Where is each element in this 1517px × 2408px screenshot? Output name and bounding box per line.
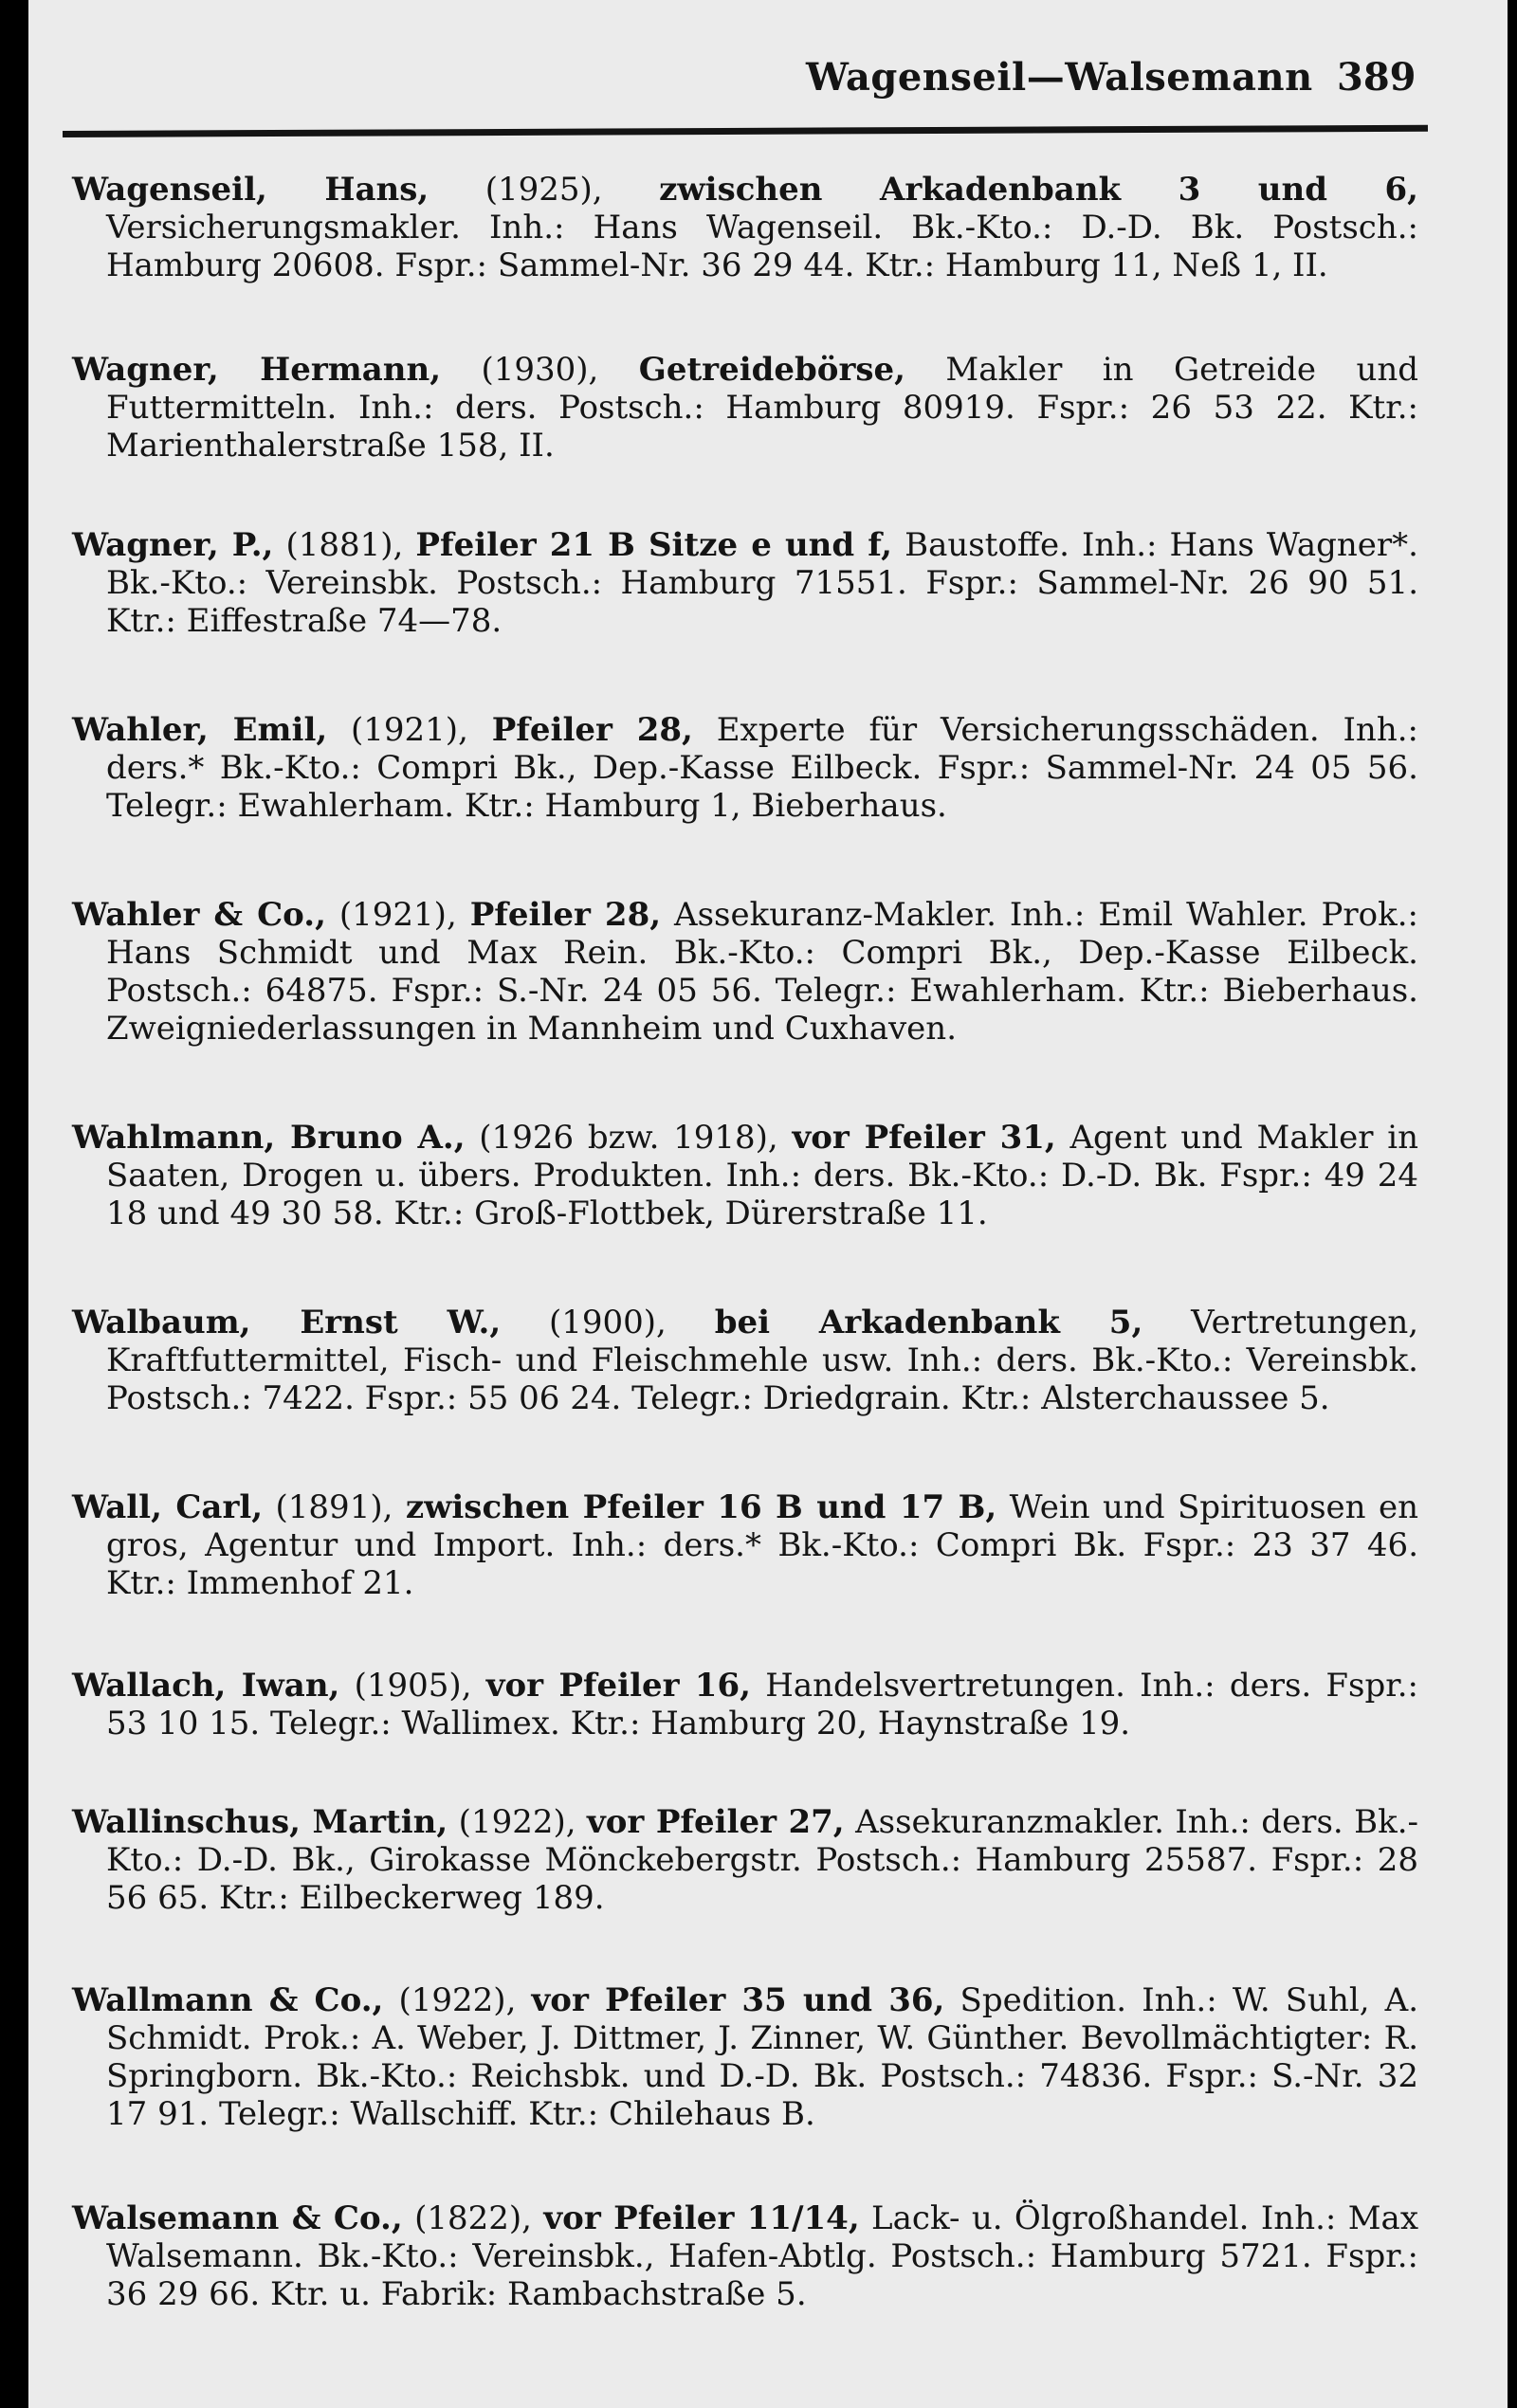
entry-location: Pfeiler 28, <box>491 711 693 749</box>
entry-firm-name: Walbaum, Ernst W., <box>72 1304 502 1341</box>
entry-wallmann <box>72 1981 1418 2133</box>
entry-details: Experte für Versicherungsschäden. Inh.: ders.* Bk.-Kto.: Compri Bk., Dep.-Kasse Eilbeck. Fspr.: Sammel-Nr. 24 05 56. Telegr.: Ewahlerham. Ktr.: Hamburg 1, Bieberhaus. <box>106 711 1418 825</box>
entry-walbaum <box>72 1304 1418 1417</box>
entry-firm-name: Wallinschus, Martin, <box>72 1803 448 1841</box>
running-header <box>28 49 1422 106</box>
entry-wahlmann <box>72 1119 1418 1232</box>
entry-walsemann <box>72 2199 1418 2313</box>
entry-firm-name: Walsemann & Co., <box>72 2199 403 2237</box>
entry-details: Agent und Makler in Saaten, Drogen u. übers. Produkten. Inh.: ders. Bk.-Kto.: D.-D. Bk. Fspr.: 49 24 18 und 49 30 58. Ktr.: Groß-Flottbek, Dürerstraße 11. <box>106 1119 1418 1232</box>
entry-year: (1921), <box>351 711 468 749</box>
entry-details: Handelsvertretungen. Inh.: ders. Fspr.: 53 10 15. Telegr.: Wallimex. Ktr.: Hamburg 20, Haynstraße 19. <box>106 1667 1419 1742</box>
entry-location: vor Pfeiler 11/14, <box>543 2199 860 2237</box>
entry-firm-name: Wallmann & Co., <box>72 1981 384 2019</box>
entry-details: Baustoffe. Inh.: Hans Wagner*. Bk.-Kto.: Vereinsbk. Postsch.: Hamburg 71551. Fspr.: Sammel-Nr. 26 90 51. Ktr.: Eiffestraße 74—78. <box>106 526 1418 640</box>
entry-location: vor Pfeiler 16, <box>485 1667 751 1705</box>
entry-year: (1905), <box>354 1667 472 1705</box>
entry-firm-name: Wallach, Iwan, <box>72 1667 340 1705</box>
entry-details: Assekuranzmakler. Inh.: ders. Bk.-Kto.: D.-D. Bk., Girokasse Mönckebergstr. Postsch.: Hamburg 25587. Fspr.: 28 56 65. Ktr.: Eilbeckerweg 189. <box>106 1803 1419 1917</box>
entry-firm-name: Wagner, P., <box>72 526 274 564</box>
entry-firm-name: Wahler, Emil, <box>72 711 328 749</box>
entry-firm-name: Wagenseil, Hans, <box>72 171 430 209</box>
header-title: Wagenseil—Walsemann <box>806 55 1313 100</box>
entry-year: (1926 bzw. 1918), <box>479 1119 778 1157</box>
entry-details: Assekuranz-Makler. Inh.: Emil Wahler. Prok.: Hans Schmidt und Max Rein. Bk.-Kto.: Compri Bk., Dep.-Kasse Eilbeck. Postsch.: 64875. Fspr.: S.-Nr. 24 05 56. Telegr.: Ewahlerham. Ktr.: Bieberhaus. Zweigniederlassungen in Mannheim und Cuxhaven. <box>106 896 1419 1048</box>
directory-page <box>28 0 1508 2408</box>
entry-firm-name: Wall, Carl, <box>72 1488 264 1526</box>
entry-details: Lack- u. Ölgroßhandel. Inh.: Max Walsemann. Bk.-Kto.: Vereinsbk., Hafen-Abtlg. Postsch.: Hamburg 5721. Fspr.: 36 29 66. Ktr. u. Fabrik: Rambachstraße 5. <box>106 2199 1418 2313</box>
entry-details: Makler in Getreide und Futtermitteln. Inh.: ders. Postsch.: Hamburg 80919. Fspr.: 26 53 22. Ktr.: Marienthalerstraße 158, II. <box>106 351 1419 465</box>
entry-year: (1881), <box>285 526 404 564</box>
entry-year: (1921), <box>338 896 457 934</box>
entry-year: (1891), <box>275 1488 393 1526</box>
entry-year: (1822), <box>414 2199 532 2237</box>
entry-details: Wein und Spirituosen en gros, Agentur und Import. Inh.: ders.* Bk.-Kto.: Compri Bk. Fspr.: 23 37 46. Ktr.: Immenhof 21. <box>106 1488 1418 1602</box>
entry-location: Pfeiler 28, <box>469 896 662 934</box>
entry-location: zwischen Arkadenbank 3 und 6, <box>659 171 1419 209</box>
entry-wahler-co <box>72 896 1418 1048</box>
entry-details: Vertretungen, Kraftfuttermittel, Fisch- und Fleischmehle usw. Inh.: ders. Bk.-Kto.: Vereinsbk. Postsch.: 7422. Fspr.: 55 06 24. Telegr.: Driedgrain. Ktr.: Alsterchaussee 5. <box>106 1304 1419 1417</box>
entry-wall <box>72 1488 1418 1602</box>
entry-wagner-p <box>72 526 1418 640</box>
entry-year: (1900), <box>549 1304 667 1341</box>
entry-details: Spedition. Inh.: W. Suhl, A. Schmidt. Prok.: A. Weber, J. Dittmer, J. Zinner, W. Günther. Bevollmächtigter: R. Springborn. Bk.-Kto.: Reichsbk. und D.-D. Bk. Postsch.: 74836. Fspr.: S.-Nr. 32 17 91. Telegr.: Wallschiff. Ktr.: Chilehaus B. <box>106 1981 1419 2133</box>
entry-wallach <box>72 1667 1418 1742</box>
entry-year: (1922), <box>398 1981 517 2019</box>
entry-wagner-hermann <box>72 351 1418 465</box>
entry-location: vor Pfeiler 35 und 36, <box>531 1981 945 2019</box>
header-rule <box>63 125 1428 137</box>
entry-year: (1922), <box>458 1803 576 1841</box>
entry-year: (1925), <box>484 171 603 209</box>
entry-firm-name: Wahler & Co., <box>72 896 326 934</box>
entry-location: Getreidebörse, <box>638 351 905 389</box>
entry-location: vor Pfeiler 27, <box>587 1803 845 1841</box>
page-number: 389 <box>1337 55 1416 100</box>
entry-wahler-emil <box>72 711 1418 825</box>
entry-location: Pfeiler 21 B Sitze e und f, <box>415 526 892 564</box>
entry-location: vor Pfeiler 31, <box>792 1119 1056 1157</box>
entry-firm-name: Wahlmann, Bruno A., <box>72 1119 466 1157</box>
entry-firm-name: Wagner, Hermann, <box>72 351 442 389</box>
entry-location: bei Arkadenbank 5, <box>714 1304 1143 1341</box>
entry-year: (1930), <box>481 351 599 389</box>
entry-wagenseil <box>72 171 1418 284</box>
entry-location: zwischen Pfeiler 16 B und 17 B, <box>405 1488 997 1526</box>
entry-wallinschus <box>72 1803 1418 1917</box>
entry-details: Versicherungsmakler. Inh.: Hans Wagenseil. Bk.-Kto.: D.-D. Bk. Postsch.: Hamburg 20608. Fspr.: Sammel-Nr. 36 29 44. Ktr.: Hamburg 11, Neß 1, II. <box>106 209 1418 284</box>
